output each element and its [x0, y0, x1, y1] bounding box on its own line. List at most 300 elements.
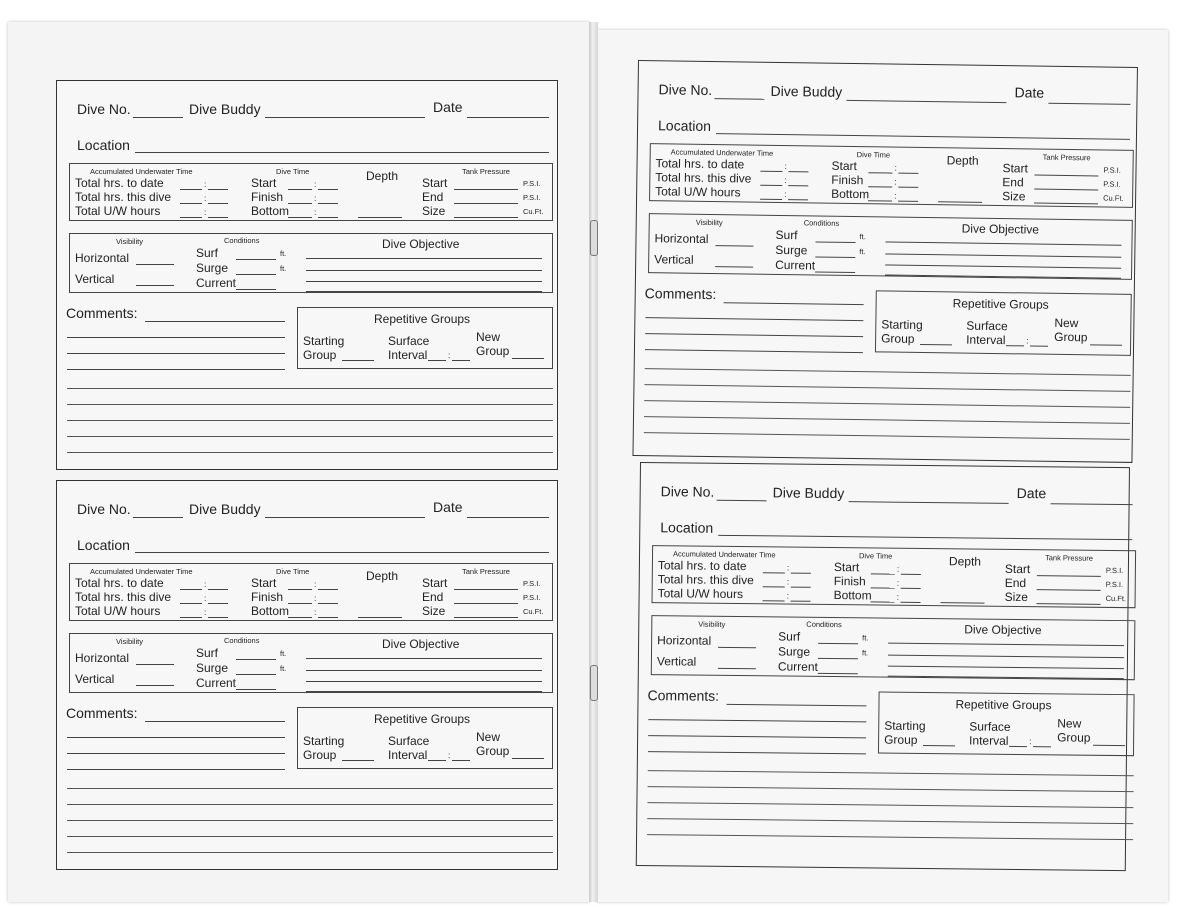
current-field[interactable]: [236, 289, 276, 290]
objective-line[interactable]: [885, 253, 1121, 257]
dive-log-card-left-bottom: [56, 480, 558, 870]
dive-no-label: Dive No.: [77, 501, 131, 517]
ft-unit: ft.: [280, 649, 287, 658]
surge-field[interactable]: [236, 274, 276, 275]
vertical-field[interactable]: [715, 266, 753, 268]
starting-group-field[interactable]: [923, 745, 955, 746]
bottom-time-min-field[interactable]: [318, 217, 338, 218]
tank-pressure-label: Tank Pressure: [1042, 152, 1091, 163]
tank-size-field[interactable]: [1034, 203, 1098, 205]
dive-no-field[interactable]: [133, 517, 183, 518]
finish-time-field[interactable]: [871, 587, 895, 588]
accum-hours-field[interactable]: [763, 600, 785, 601]
start-time-field[interactable]: [288, 589, 312, 590]
tank-end-field[interactable]: [1034, 189, 1098, 191]
accumulated-label: Accumulated Underwater Time: [670, 147, 774, 158]
surf-field[interactable]: [236, 659, 276, 660]
current-label: Current: [777, 659, 818, 674]
surface-label: Surface: [969, 719, 1011, 734]
comment-line[interactable]: [67, 852, 553, 853]
accum-min-field[interactable]: [208, 203, 228, 204]
finish-time-min-field[interactable]: [898, 187, 918, 188]
comment-line[interactable]: [67, 436, 553, 437]
comment-line[interactable]: [67, 836, 553, 837]
location-label: Location: [77, 137, 130, 153]
colon: :: [894, 176, 897, 187]
comment-line[interactable]: [67, 404, 553, 405]
ft-unit: ft.: [280, 249, 287, 258]
bottom-time-field[interactable]: [871, 601, 895, 602]
tank-pressure-label: Tank Pressure: [462, 567, 510, 576]
comment-line[interactable]: [724, 302, 864, 305]
accum-hours-field[interactable]: [760, 185, 782, 186]
ft-unit: ft.: [862, 633, 869, 643]
psi-unit: P.S.I.: [523, 179, 541, 188]
tank-size-field[interactable]: [454, 217, 518, 218]
dive-no-label: Dive No.: [658, 81, 713, 99]
psi-unit: P.S.I.: [1103, 179, 1121, 189]
total-this-dive-label: Total hrs. this dive: [75, 590, 172, 604]
finish-time-field[interactable]: [288, 203, 312, 204]
accum-hours-field[interactable]: [180, 217, 202, 218]
tank-pressure-label: Tank Pressure: [462, 167, 510, 176]
conditions-label: Conditions: [806, 619, 842, 630]
comment-line[interactable]: [648, 735, 866, 738]
finish-time-label: Finish: [831, 172, 864, 188]
accum-hours-field[interactable]: [180, 617, 202, 618]
starting-group-field[interactable]: [920, 344, 952, 345]
tank-start-field[interactable]: [1034, 175, 1098, 177]
conditions-label: Conditions: [224, 236, 260, 245]
starting-group-label: Group: [881, 331, 915, 346]
interval-min-field[interactable]: [452, 360, 470, 361]
comment-line[interactable]: [67, 820, 553, 821]
tank-start-field[interactable]: [454, 189, 518, 190]
colon: :: [896, 577, 900, 588]
dive-no-field[interactable]: [133, 117, 183, 118]
conditions-box: [69, 633, 553, 693]
bottom-time-field[interactable]: [288, 217, 312, 218]
dive-buddy-label: Dive Buddy: [770, 82, 843, 100]
horizontal-field[interactable]: [136, 664, 174, 665]
starting-label: Starting: [303, 734, 345, 748]
interval-min-field[interactable]: [452, 760, 470, 761]
colon: :: [1029, 736, 1032, 747]
comments-label: Comments:: [66, 305, 138, 321]
finish-time-field[interactable]: [288, 603, 312, 604]
date-field[interactable]: [1051, 503, 1133, 505]
surf-field[interactable]: [236, 259, 276, 260]
comment-line[interactable]: [648, 751, 866, 754]
tank-size-field[interactable]: [1037, 603, 1101, 605]
dive-data-box: [69, 163, 553, 221]
surge-label: Surge: [777, 644, 811, 659]
date-field[interactable]: [1048, 103, 1130, 105]
location-field[interactable]: [135, 552, 549, 553]
interval-min-field[interactable]: [1030, 346, 1048, 347]
bottom-time-field[interactable]: [868, 200, 892, 201]
interval-label: Interval: [969, 733, 1009, 748]
tank-size-label: Size: [1002, 189, 1026, 204]
comment-line[interactable]: [645, 349, 863, 353]
starting-group-field[interactable]: [342, 760, 374, 761]
tank-size-label: Size: [422, 204, 446, 218]
dive-log-card-right-top: [632, 60, 1137, 463]
colon: :: [448, 750, 451, 760]
dive-data-box: [652, 545, 1137, 608]
comment-line[interactable]: [67, 753, 285, 754]
ft-unit: ft.: [280, 664, 287, 673]
objective-line[interactable]: [888, 666, 1124, 669]
depth-label: Depth: [366, 569, 399, 583]
bottom-time-label: Bottom: [831, 186, 870, 202]
horizontal-field[interactable]: [715, 245, 753, 247]
horizontal-field[interactable]: [136, 264, 174, 265]
start-time-min-field[interactable]: [318, 589, 338, 590]
total-to-date-label: Total hrs. to date: [657, 558, 747, 574]
tank-end-field[interactable]: [454, 603, 518, 604]
conditions-box: [69, 233, 553, 293]
objective-line[interactable]: [306, 281, 542, 282]
accum-min-field[interactable]: [208, 617, 228, 618]
objective-line[interactable]: [306, 258, 542, 259]
bottom-time-label: Bottom: [251, 604, 290, 618]
new-group-field[interactable]: [512, 758, 544, 759]
dive-no-field[interactable]: [717, 500, 767, 502]
total-uw-label: Total U/W hours: [655, 184, 741, 200]
new-label: New: [476, 330, 501, 344]
accum-min-field[interactable]: [208, 603, 228, 604]
new-group-field[interactable]: [1093, 745, 1125, 746]
accumulated-label: Accumulated Underwater Time: [672, 549, 776, 560]
objective-line[interactable]: [306, 670, 542, 671]
surge-field[interactable]: [815, 256, 855, 258]
surf-field[interactable]: [818, 643, 858, 644]
dive-buddy-field[interactable]: [265, 117, 425, 118]
objective-line[interactable]: [885, 264, 1121, 268]
comment-line[interactable]: [67, 369, 285, 370]
repetitive-groups-label: Repetitive Groups: [374, 312, 471, 326]
comments-label: Comments:: [647, 687, 720, 704]
comment-line[interactable]: [67, 737, 285, 738]
colon: :: [784, 161, 787, 172]
accum-min-field[interactable]: [791, 601, 811, 602]
tank-size-field[interactable]: [454, 617, 518, 618]
interval-min-field[interactable]: [1033, 746, 1051, 747]
date-label: Date: [433, 499, 463, 515]
comment-line[interactable]: [647, 834, 1133, 840]
comment-line[interactable]: [648, 770, 1134, 776]
finish-time-min-field[interactable]: [318, 603, 338, 604]
vertical-field[interactable]: [718, 668, 756, 669]
vertical-label: Vertical: [75, 672, 115, 686]
comment-line[interactable]: [145, 321, 285, 322]
comments-label: Comments:: [644, 285, 717, 303]
comment-line[interactable]: [67, 420, 553, 421]
colon: :: [314, 579, 317, 589]
tank-start-field[interactable]: [454, 589, 518, 590]
date-label: Date: [1016, 484, 1047, 502]
colon: :: [784, 175, 787, 186]
tank-end-field[interactable]: [1037, 589, 1101, 591]
colon: :: [314, 207, 317, 217]
current-field[interactable]: [818, 673, 858, 674]
colon: :: [204, 179, 207, 189]
dive-buddy-label: Dive Buddy: [189, 101, 261, 117]
psi-unit: P.S.I.: [523, 593, 541, 602]
objective-line[interactable]: [888, 643, 1124, 646]
visibility-label: Visibility: [116, 237, 143, 246]
finish-time-min-field[interactable]: [318, 203, 338, 204]
dive-data-box: [69, 563, 553, 621]
location-label: Location: [77, 537, 130, 553]
conditions-label: Conditions: [803, 218, 840, 228]
start-time-label: Start: [251, 176, 277, 190]
surge-label: Surge: [196, 261, 229, 275]
total-to-date-label: Total hrs. to date: [75, 176, 164, 190]
surge-field[interactable]: [236, 674, 276, 675]
vertical-field[interactable]: [136, 685, 174, 686]
finish-time-field[interactable]: [868, 186, 892, 187]
bottom-time-min-field[interactable]: [898, 201, 918, 202]
surface-label: Surface: [388, 334, 430, 348]
colon: :: [314, 593, 317, 603]
interval-hours-field[interactable]: [428, 760, 446, 761]
dive-data-box: [649, 143, 1134, 208]
horizontal-label: Horizontal: [654, 231, 709, 247]
bottom-time-min-field[interactable]: [901, 602, 921, 603]
accum-min-field[interactable]: [791, 573, 811, 574]
objective-line[interactable]: [306, 270, 542, 271]
accum-hours-field[interactable]: [180, 589, 202, 590]
start-time-min-field[interactable]: [901, 574, 921, 575]
start-time-label: Start: [833, 560, 860, 575]
psi-unit: P.S.I.: [523, 579, 541, 588]
comment-line[interactable]: [67, 337, 285, 338]
colon: :: [786, 562, 790, 573]
repetitive-groups-label: Repetitive Groups: [955, 697, 1052, 713]
colon: :: [784, 189, 787, 200]
comment-line[interactable]: [67, 353, 285, 354]
starting-group-label: Group: [884, 732, 918, 747]
colon: :: [786, 576, 790, 587]
tank-start-label: Start: [1004, 561, 1031, 577]
colon: :: [314, 193, 317, 203]
surf-label: Surf: [778, 629, 801, 644]
location-label: Location: [657, 117, 712, 135]
colon: :: [314, 607, 317, 617]
objective-line[interactable]: [306, 681, 542, 682]
comment-line[interactable]: [645, 368, 1131, 376]
finish-time-min-field[interactable]: [901, 588, 921, 589]
visibility-label: Visibility: [116, 637, 143, 646]
current-label: Current: [196, 676, 237, 690]
depth-field[interactable]: [938, 201, 982, 203]
surf-label: Surf: [196, 646, 219, 660]
accum-hours-field[interactable]: [180, 203, 202, 204]
accum-min-field[interactable]: [788, 185, 808, 186]
location-field[interactable]: [716, 133, 1130, 140]
tank-end-field[interactable]: [454, 203, 518, 204]
depth-field[interactable]: [941, 602, 985, 603]
accum-min-field[interactable]: [788, 199, 808, 200]
start-time-field[interactable]: [871, 573, 895, 574]
tank-start-label: Start: [422, 176, 448, 190]
new-label: New: [1054, 315, 1079, 331]
horizontal-label: Horizontal: [75, 251, 130, 265]
dive-buddy-field[interactable]: [265, 517, 425, 518]
accumulated-label: Accumulated Underwater Time: [90, 567, 193, 576]
surge-label: Surge: [775, 242, 808, 258]
ft-unit: ft.: [280, 264, 287, 273]
dive-log-card-left-top: [56, 80, 558, 470]
dive-buddy-label: Dive Buddy: [772, 484, 845, 502]
accum-min-field[interactable]: [208, 217, 228, 218]
date-field[interactable]: [467, 517, 549, 518]
surf-field[interactable]: [815, 241, 855, 243]
comment-line[interactable]: [644, 416, 1130, 424]
comment-line[interactable]: [145, 721, 285, 722]
objective-line[interactable]: [306, 291, 542, 292]
repetitive-groups-label: Repetitive Groups: [374, 712, 471, 726]
vertical-field[interactable]: [136, 285, 174, 286]
psi-unit: P.S.I.: [1105, 579, 1124, 590]
depth-field[interactable]: [358, 617, 402, 618]
comment-line[interactable]: [726, 704, 866, 706]
visibility-label: Visibility: [698, 619, 726, 629]
accum-hours-field[interactable]: [763, 586, 785, 587]
current-label: Current: [775, 257, 816, 273]
objective-line[interactable]: [888, 676, 1124, 679]
tank-start-label: Start: [422, 576, 448, 590]
colon: :: [204, 193, 207, 203]
interval-hours-field[interactable]: [428, 360, 446, 361]
current-field[interactable]: [236, 689, 276, 690]
dive-buddy-field[interactable]: [846, 100, 1006, 103]
colon: :: [204, 579, 207, 589]
accum-min-field[interactable]: [208, 189, 228, 190]
interval-hours-field[interactable]: [1009, 746, 1027, 747]
accum-hours-field[interactable]: [180, 189, 202, 190]
total-uw-label: Total U/W hours: [75, 604, 161, 618]
tank-start-field[interactable]: [1037, 575, 1101, 577]
psi-unit: P.S.I.: [523, 193, 541, 202]
horizontal-label: Horizontal: [657, 633, 712, 648]
comment-line[interactable]: [647, 802, 1133, 808]
conditions-box: [648, 213, 1133, 280]
objective-line[interactable]: [885, 241, 1121, 245]
surge-field[interactable]: [818, 658, 858, 659]
dive-objective-label: Dive Objective: [382, 237, 460, 251]
dive-no-label: Dive No.: [77, 101, 131, 117]
bottom-time-field[interactable]: [288, 617, 312, 618]
accum-hours-field[interactable]: [763, 572, 785, 573]
accum-min-field[interactable]: [208, 589, 228, 590]
accum-min-field[interactable]: [791, 587, 811, 588]
comment-line[interactable]: [67, 804, 553, 805]
comment-line[interactable]: [67, 452, 553, 453]
interval-label: Interval: [388, 748, 428, 762]
tank-end-label: End: [422, 590, 444, 604]
starting-group-field[interactable]: [342, 360, 374, 361]
accum-min-field[interactable]: [788, 171, 808, 172]
bottom-time-min-field[interactable]: [318, 617, 338, 618]
comment-line[interactable]: [67, 769, 285, 770]
colon: :: [894, 162, 897, 173]
comment-line[interactable]: [67, 388, 553, 389]
objective-line[interactable]: [885, 274, 1121, 278]
cuft-unit: Cu.Ft.: [1105, 593, 1127, 604]
start-time-label: Start: [831, 158, 857, 174]
bottom-time-label: Bottom: [833, 588, 872, 603]
objective-line[interactable]: [306, 691, 542, 692]
new-group-field[interactable]: [512, 358, 544, 359]
dive-log-card-right-bottom: [636, 462, 1130, 871]
comment-line[interactable]: [645, 317, 863, 321]
accumulated-label: Accumulated Underwater Time: [90, 167, 193, 176]
comment-line[interactable]: [644, 432, 1130, 440]
vertical-label: Vertical: [75, 272, 115, 286]
colon: :: [786, 590, 790, 601]
surf-label: Surf: [775, 227, 798, 243]
starting-group-label: Group: [303, 348, 337, 362]
location-field[interactable]: [718, 535, 1132, 540]
total-to-date-label: Total hrs. to date: [655, 156, 745, 172]
start-time-label: Start: [251, 576, 277, 590]
colon: :: [1026, 335, 1029, 346]
start-time-field[interactable]: [868, 172, 892, 173]
objective-line[interactable]: [306, 658, 542, 659]
start-time-field[interactable]: [288, 189, 312, 190]
total-this-dive-label: Total hrs. this dive: [657, 572, 754, 588]
cuft-unit: Cu.Ft.: [523, 607, 544, 616]
comment-line[interactable]: [647, 818, 1133, 824]
tank-size-label: Size: [1004, 589, 1029, 605]
dive-buddy-field[interactable]: [849, 501, 1009, 504]
interval-hours-field[interactable]: [1006, 345, 1024, 346]
comment-line[interactable]: [67, 788, 553, 789]
start-time-min-field[interactable]: [318, 189, 338, 190]
current-label: Current: [196, 276, 237, 290]
starting-label: Starting: [884, 718, 926, 734]
comment-line[interactable]: [644, 384, 1130, 392]
starting-label: Starting: [881, 317, 923, 332]
new-group-label: Group: [1054, 329, 1088, 345]
comment-line[interactable]: [644, 400, 1130, 408]
comment-line[interactable]: [648, 719, 866, 722]
interval-label: Interval: [966, 332, 1006, 348]
colon: :: [894, 190, 897, 201]
date-field[interactable]: [467, 117, 549, 118]
surge-label: Surge: [196, 661, 229, 675]
accum-hours-field[interactable]: [760, 199, 782, 200]
accum-hours-field[interactable]: [180, 603, 202, 604]
comment-line[interactable]: [645, 333, 863, 337]
comment-line[interactable]: [648, 786, 1134, 792]
repetitive-groups-box: [297, 307, 553, 369]
depth-field[interactable]: [358, 217, 402, 218]
accum-hours-field[interactable]: [760, 171, 782, 172]
horizontal-field[interactable]: [718, 647, 756, 648]
location-field[interactable]: [135, 152, 549, 153]
current-field[interactable]: [815, 271, 855, 273]
start-time-min-field[interactable]: [898, 173, 918, 174]
dive-no-field[interactable]: [714, 98, 764, 100]
objective-line[interactable]: [888, 655, 1124, 658]
repetitive-groups-label: Repetitive Groups: [952, 296, 1049, 312]
dive-time-label: Dive Time: [856, 150, 891, 160]
new-group-field[interactable]: [1090, 344, 1122, 345]
